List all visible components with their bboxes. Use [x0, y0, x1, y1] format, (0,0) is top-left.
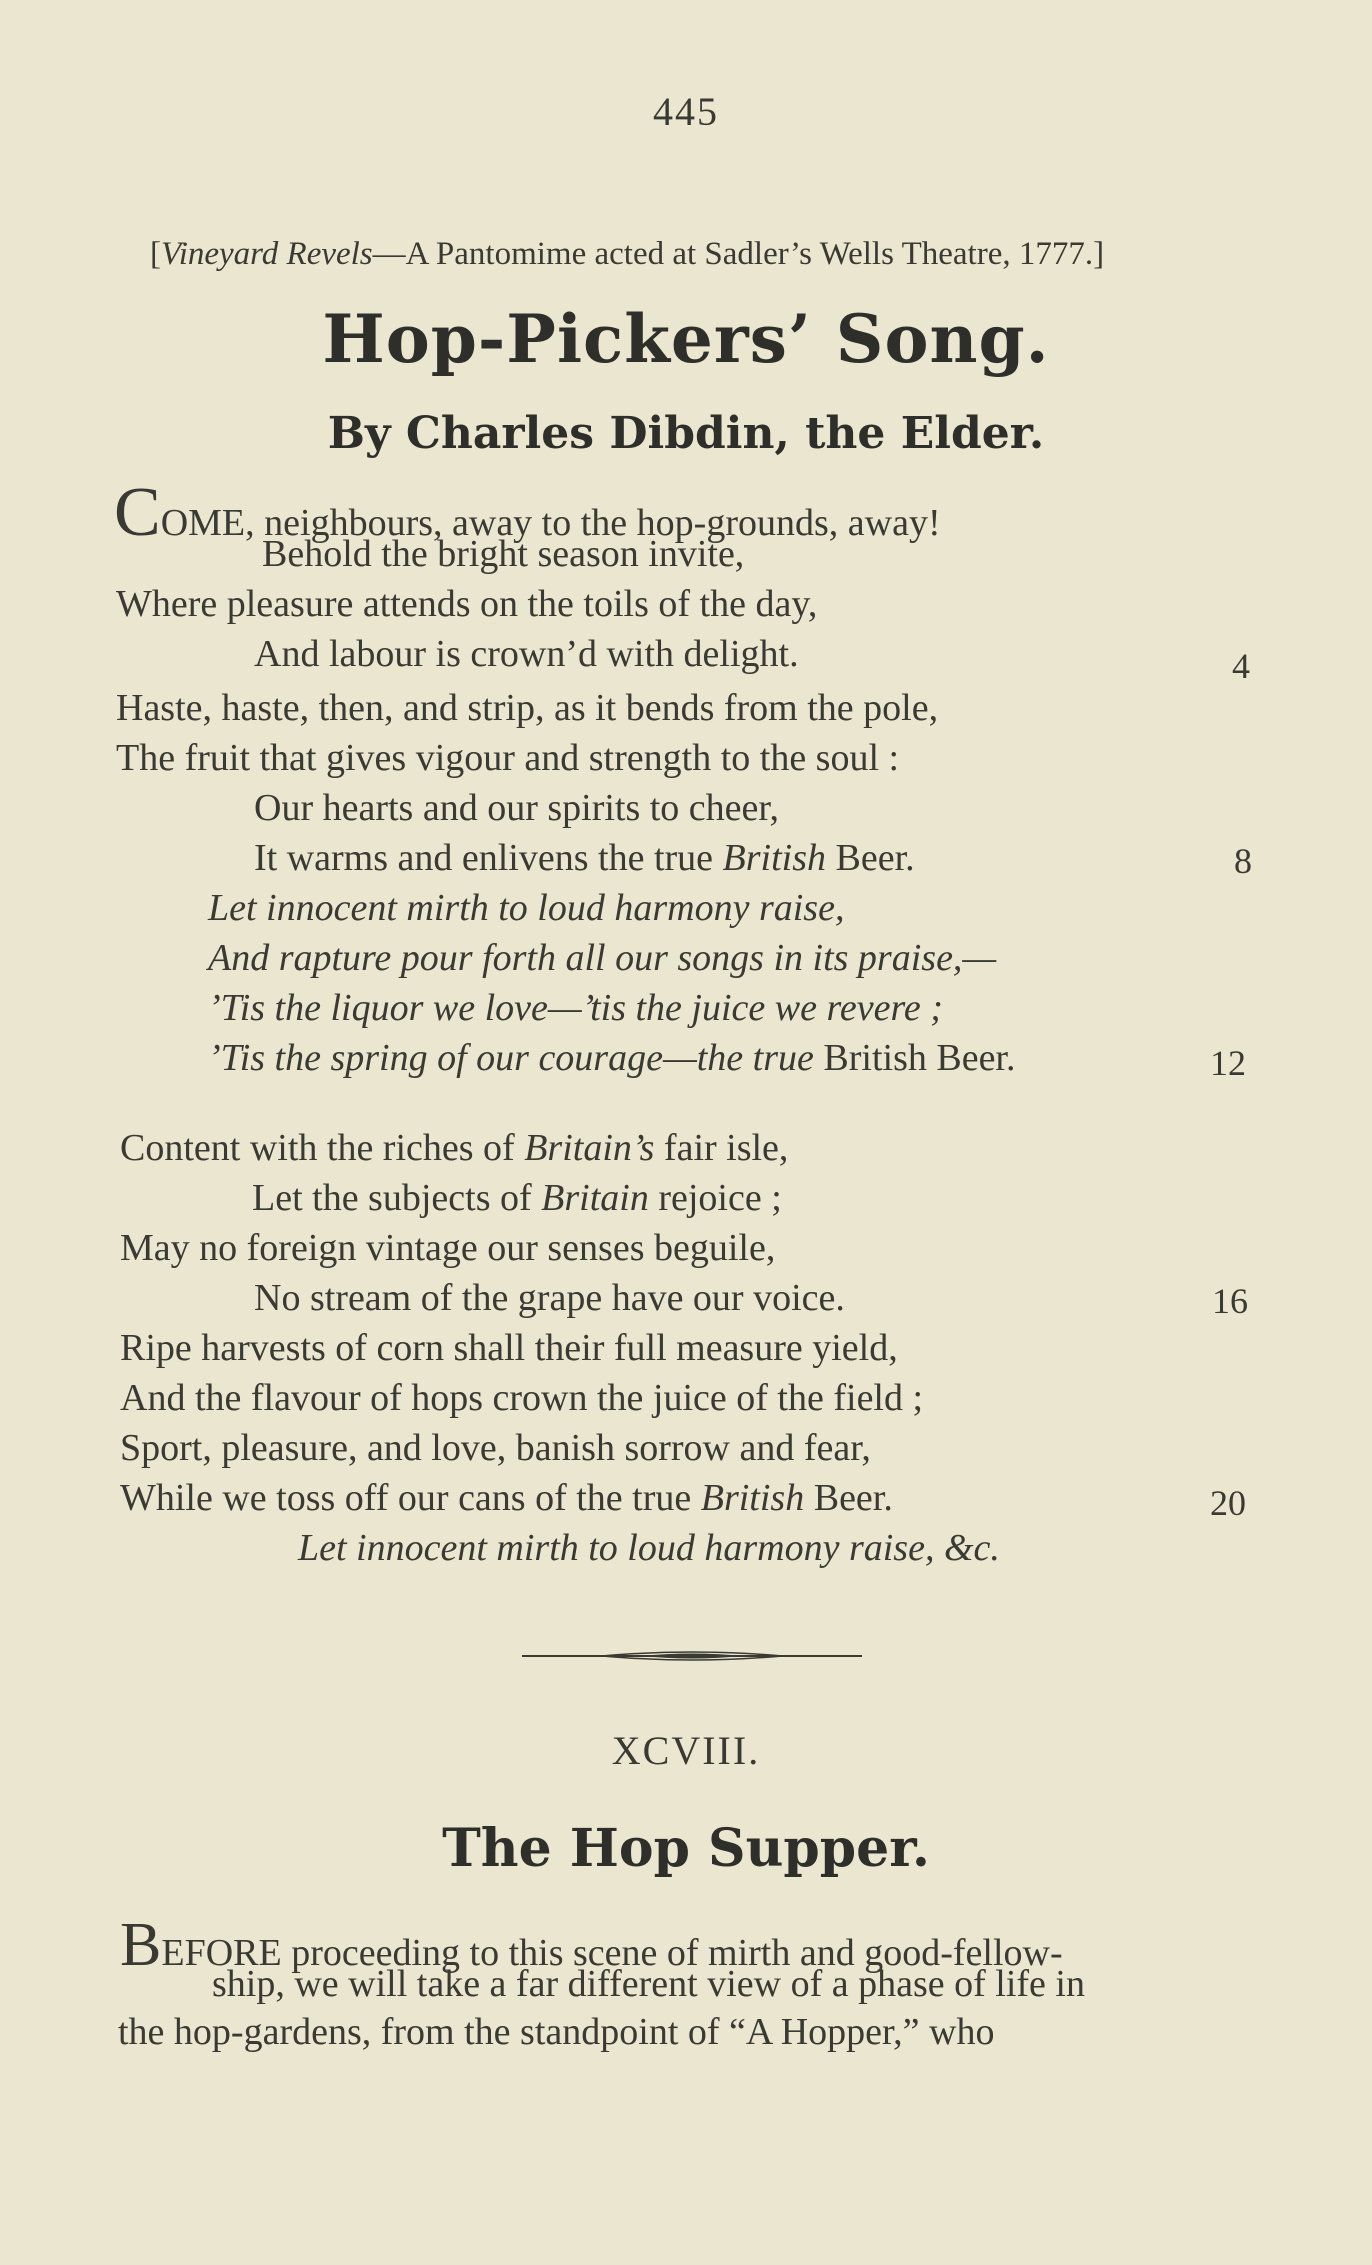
stanza1-line8-a: It warms and enlivens the true [254, 837, 723, 879]
stanza1-line1-text: OME, neighbours, away to the hop-grounds, away! [160, 502, 941, 544]
source-rest: —A Pantomime acted at Sadler’s Wells Theatre, 1777.] [372, 236, 1105, 272]
page-number: 445 [653, 89, 719, 134]
stanza2-line8-c: Beer. [804, 1477, 893, 1519]
stanza2-line1-b: Britain’s [524, 1127, 655, 1169]
stanza2-line7: Sport, pleasure, and love, banish sorrow and fear, [120, 1427, 871, 1469]
stanza2-line2-a: Let the subjects of [252, 1177, 542, 1219]
stanza1-line3: Where pleasure attends on the toils of the day, [116, 583, 818, 625]
stanza2-line2 [252, 1176, 782, 1220]
chorus-line4-b: British Beer. [813, 1037, 1016, 1079]
chorus-line3: ’Tis the liquor we love—’tis the juice we revere ; [208, 987, 943, 1029]
prose-line2: ship, we will take a far different view of a phase of life in [212, 1963, 1085, 2005]
drop-cap-c: C [114, 474, 161, 551]
chorus-line2: And rapture pour forth all our songs in its praise,— [208, 937, 997, 979]
stanza2-line2-c: rejoice ; [648, 1177, 782, 1219]
stanza2-line8-a: While we toss off our cans of the true [120, 1477, 701, 1519]
stanza2-line1 [120, 1126, 788, 1170]
stanza1-line8 [254, 836, 915, 880]
line-number-16: 16 [1212, 1281, 1248, 1321]
stanza1-line5: Haste, haste, then, and strip, as it bends from the pole, [116, 687, 939, 729]
prose-line1-text: EFORE proceeding to this scene of mirth and good-fellow- [161, 1932, 1063, 1974]
stanza1-line8-c: Beer. [826, 837, 915, 879]
chorus-line4 [208, 1036, 1016, 1080]
stanza1-line2: Behold the bright season invite, [262, 533, 745, 575]
section-number: XCVIII. [611, 1728, 761, 1773]
stanza2-line8-b: British [700, 1477, 805, 1519]
drop-cap-b: B [120, 1911, 162, 1979]
stanza2-line1-a: Content with the riches of [120, 1127, 525, 1169]
stanza2-line6: And the flavour of hops crown the juice of the field ; [120, 1377, 924, 1419]
line-number-20: 20 [1210, 1483, 1246, 1523]
stanza2-line3: May no foreign vintage our senses beguile, [120, 1227, 776, 1269]
chorus-line4-a: ’Tis the spring of our courage—the true [208, 1037, 814, 1079]
stanza1-line4: And labour is crown’d with delight. [254, 633, 799, 675]
stanza2-line8 [120, 1476, 893, 1520]
source-note [150, 236, 1104, 273]
stanza2-line5: Ripe harvests of corn shall their full measure yield, [120, 1327, 898, 1369]
ornament-divider [522, 1648, 862, 1664]
song-title: Hop-Pickers’ Song. [322, 300, 1050, 378]
stanza1-line6: The fruit that gives vigour and strength to the soul : [116, 737, 900, 779]
section-title: The Hop Supper. [442, 1818, 930, 1879]
line-number-4: 4 [1232, 646, 1250, 686]
stanza1-line8-b: British [722, 837, 826, 879]
line-number-12: 12 [1210, 1043, 1246, 1083]
stanza2-line1-c: fair isle, [654, 1127, 789, 1169]
chorus-line1: Let innocent mirth to loud harmony raise, [208, 887, 845, 929]
source-play-title: Vineyard Revels [161, 236, 373, 272]
stanza2-line4: No stream of the grape have our voice. [254, 1277, 845, 1319]
author-line: By Charles Dibdin, the Elder. [327, 408, 1045, 459]
source-bracket: [ [150, 236, 161, 272]
line-number-8: 8 [1234, 841, 1252, 881]
stanza1-line7: Our hearts and our spirits to cheer, [254, 787, 780, 829]
stanza2-line2-b: Britain [541, 1177, 649, 1219]
stanza2-chorus: Let innocent mirth to loud harmony raise, &c. [298, 1527, 1000, 1569]
prose-line3: the hop-gardens, from the standpoint of “A Hopper,” who [118, 2011, 995, 2053]
